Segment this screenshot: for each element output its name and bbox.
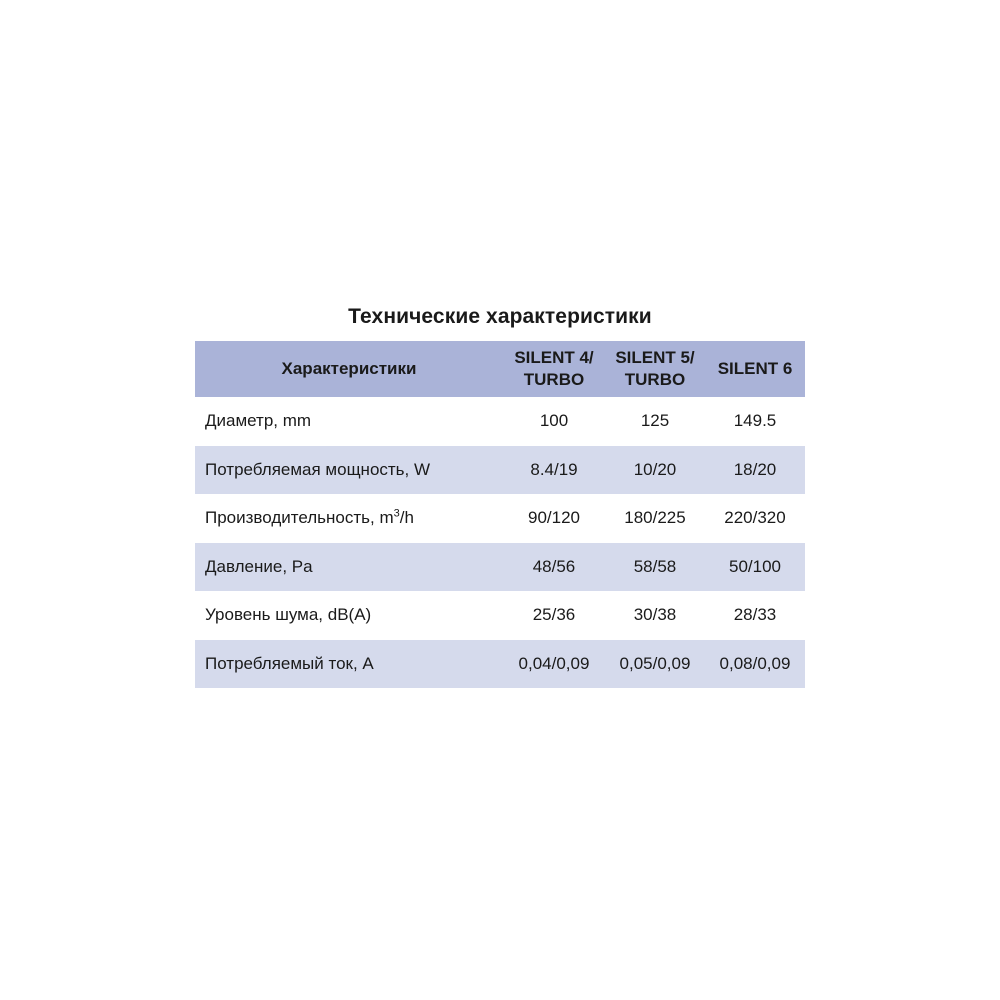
cell-value: 8.4/19 [530,459,578,479]
header-characteristics-text: Характеристики [281,359,417,378]
header-silent-6 [705,341,805,397]
table-row [195,446,805,495]
table-row [195,397,805,446]
header-silent-4-line1: SILENT 4/ [514,348,594,367]
cell-value: 58/58 [633,556,677,576]
cell-value: 25/36 [532,605,576,625]
row-label-pressure: Давление, Pa [205,556,313,576]
row-label-current: Потребляемый ток, A [205,653,374,673]
cell-value: 220/320 [724,508,786,528]
header-silent-5-turbo [605,341,705,397]
table-row [195,591,805,640]
cell-value: 50/100 [729,556,781,576]
row-label-capacity-text: Производительность, m [205,508,394,528]
row-label-capacity-sup: 3 [393,507,400,520]
spec-table-header [195,341,805,397]
cell-value: 90/120 [528,508,580,528]
row-label-capacity [195,494,503,543]
cell-value: 100 [539,411,569,431]
header-silent-4-turbo [503,341,605,397]
cell-value: 30/38 [633,605,677,625]
cell-value: 28/33 [733,605,777,625]
cell-value: 48/56 [532,556,576,576]
table-row [195,640,805,689]
table-row [195,543,805,592]
cell-value: 149.5 [733,411,777,431]
header-silent-6-text: SILENT 6 [717,359,793,378]
spec-table-body [195,397,805,688]
header-characteristics [195,341,503,397]
cell-value: 10/20 [633,459,677,479]
row-label-diameter: Диаметр, mm [205,411,312,431]
cell-value: 0,05/0,09 [619,653,691,673]
cell-value: 0,08/0,09 [719,653,791,673]
header-silent-5-line1: SILENT 5/ [615,348,695,367]
header-silent-4-line2: TURBO [523,370,585,389]
row-label-power: Потребляемая мощность, W [205,459,431,479]
header-silent-5-line2: TURBO [624,370,686,389]
row-label-noise: Уровень шума, dB(A) [205,605,372,625]
cell-value: 0,04/0,09 [518,653,590,673]
table-title: Технические характеристики [348,305,652,328]
cell-value: 125 [640,411,670,431]
table-row [195,494,805,543]
cell-value: 180/225 [624,508,686,528]
row-label-capacity-suffix: /h [399,508,414,528]
header-row [195,341,805,397]
cell-value: 18/20 [733,459,777,479]
spec-table [195,341,805,688]
